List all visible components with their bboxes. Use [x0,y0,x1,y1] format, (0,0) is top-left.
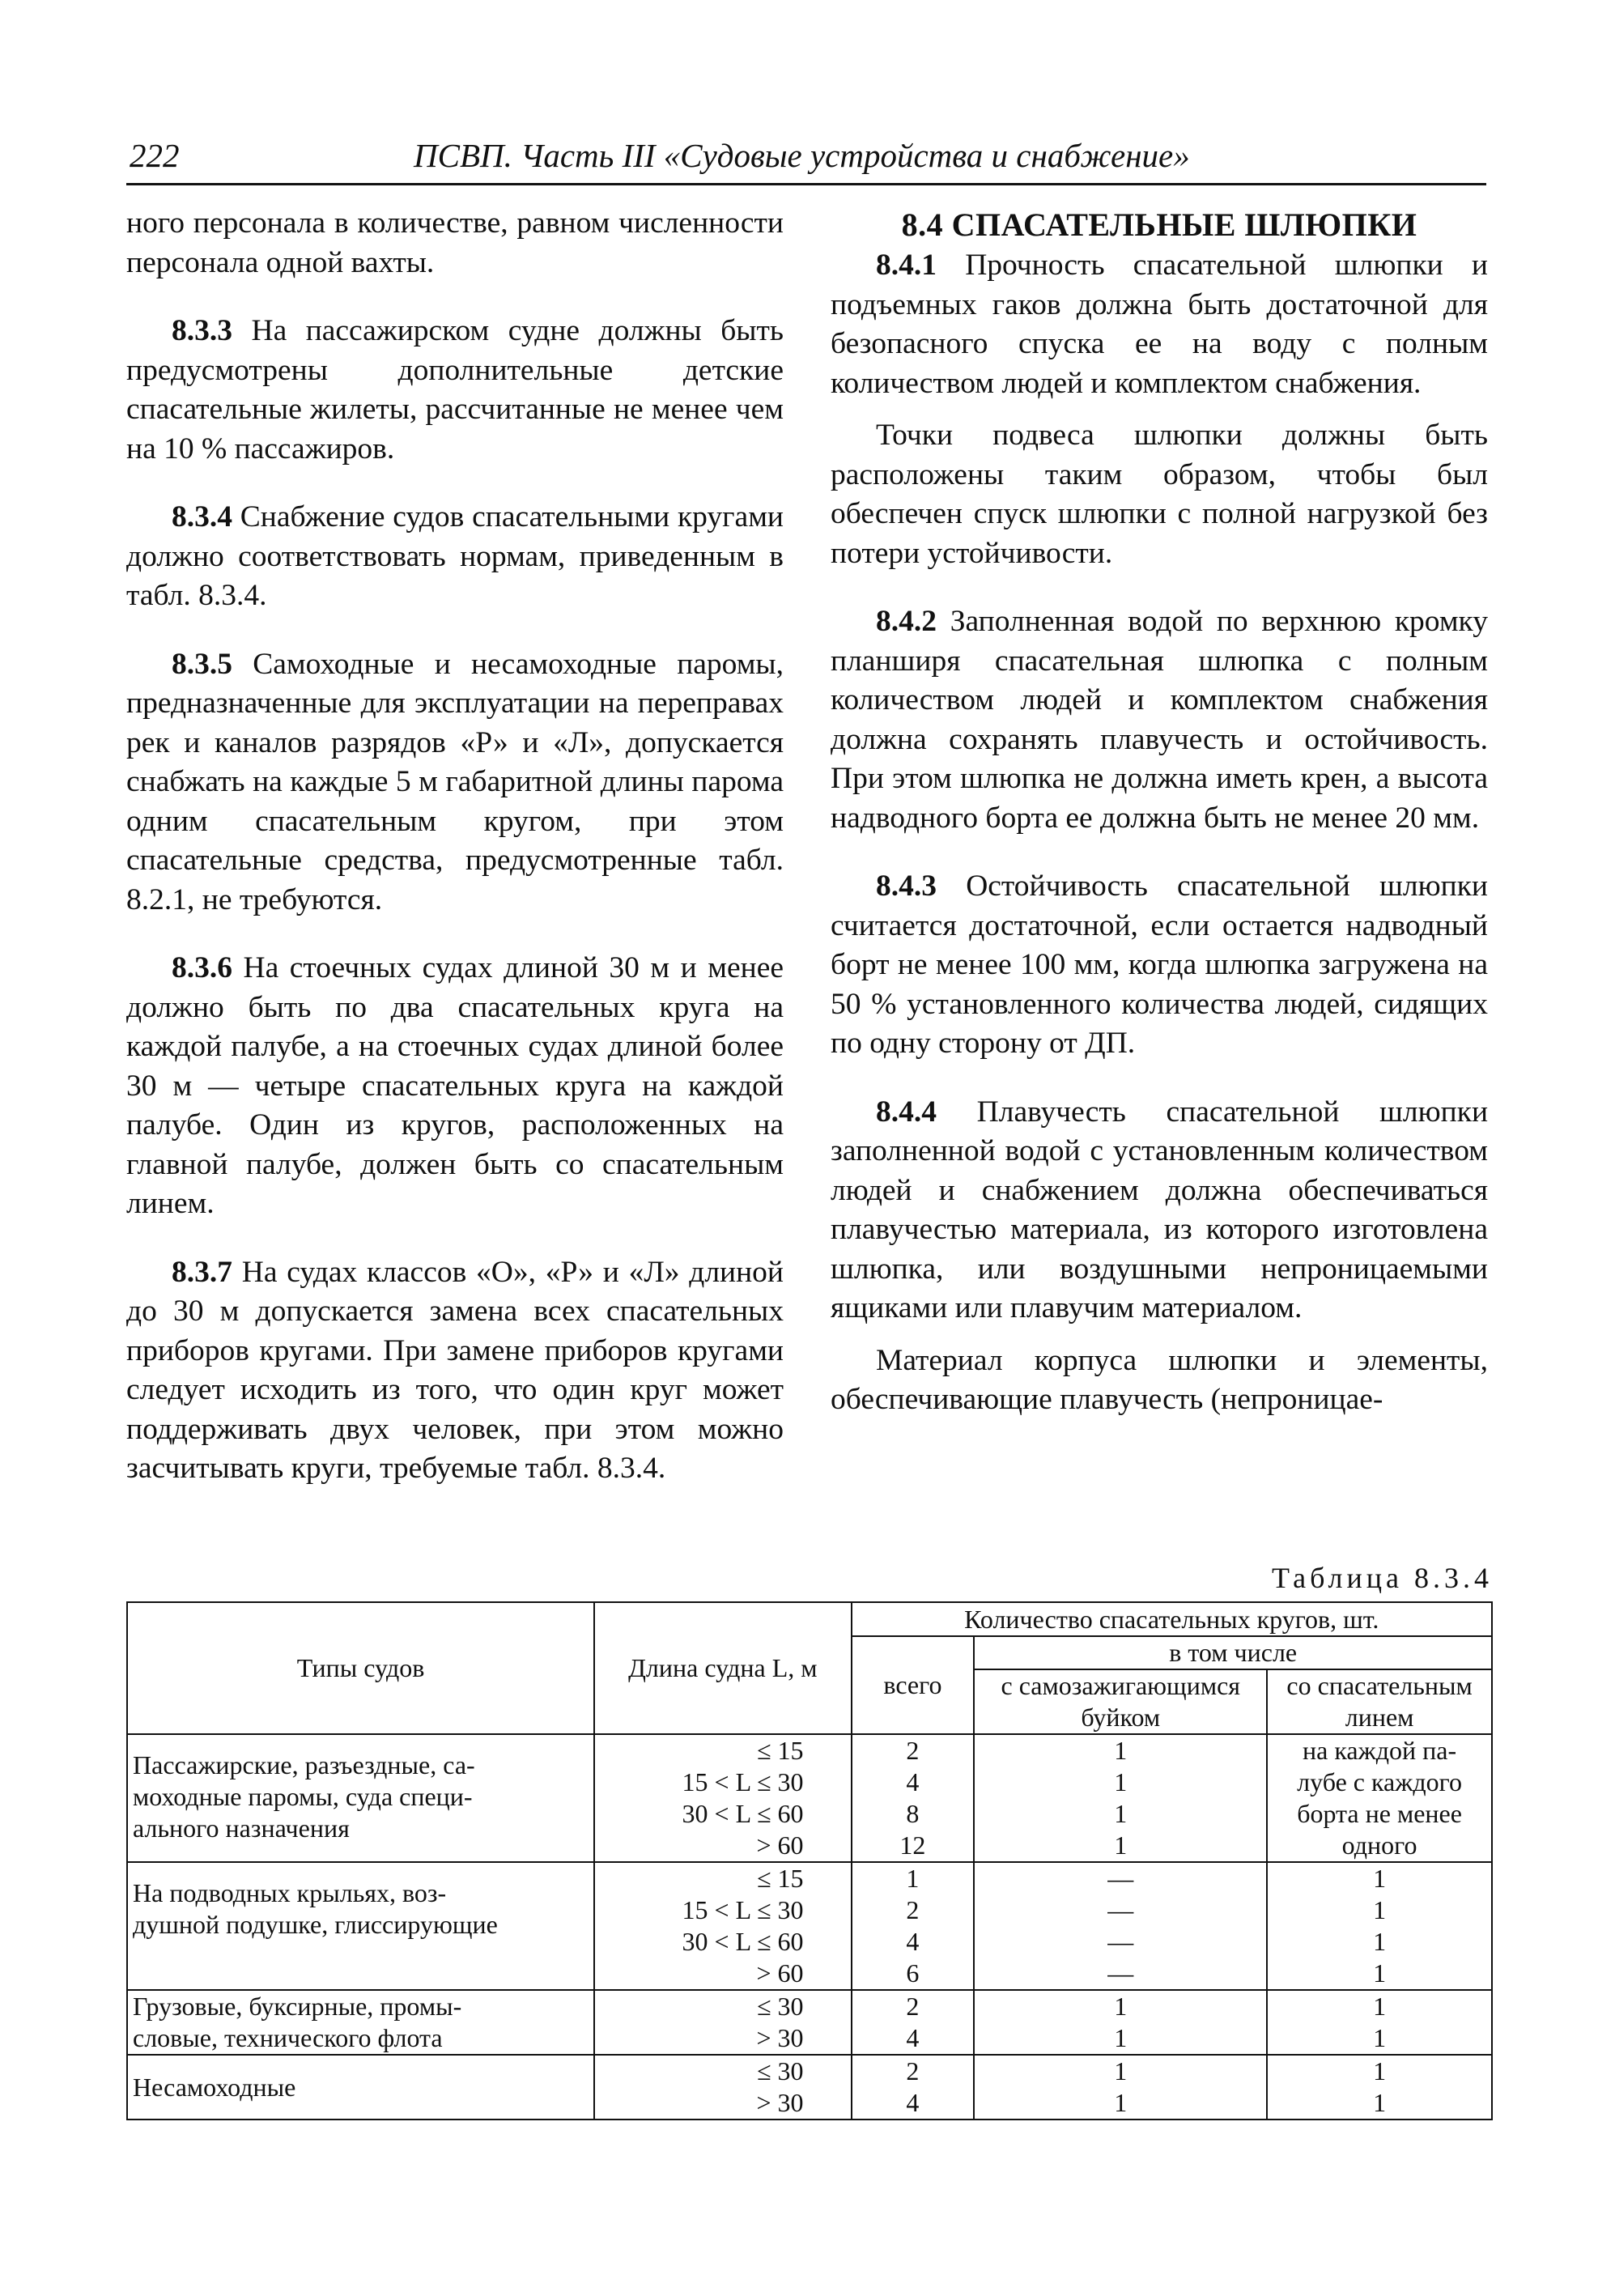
clause-text: На стоечных судах длиной 30 м и менее должно быть по два спасательных круга на каждой палубе, а на стоечных судах длиной более 30 м — четыре спасательных круга на каждой палубе. Один из кругов, расположенных на главной палубе, должен быть со спасательным линем. [126,951,784,1220]
section-title: 8.4 СПАСАТЕЛЬНЫЕ ШЛЮПКИ [901,206,1417,243]
header-type: Типы судов [127,1602,594,1734]
cell-total [852,2055,975,2120]
cell-line: 30 < L ≤ 60 [682,1799,804,1828]
cell-line: 4 [906,1927,920,1956]
cell-line: 1 [1114,1767,1128,1796]
clause-text: Заполненная водой по верхнюю кромку планширя спасательная шлюпка с полным количеством людей и комплектом снабжения должна сохранять плавучесть и остойчивость. При этом шлюпка не должна иметь крен, а высота надводного борта ее должна быть не менее 20 мм. [831,605,1488,835]
cell-line: 6 [906,1958,920,1988]
clause-number: 8.3.6 [172,951,232,984]
cell-line: 1 [1373,1864,1387,1893]
cell-line: ≤ 15 [756,1736,804,1765]
cell-line: моходные паромы, суда специ- [133,1782,473,1811]
cell-line: 1 [1373,1992,1387,2021]
header-length: Длина судна L, м [594,1602,851,1734]
table-row [127,2055,1492,2120]
cell-line: 1 [906,1864,920,1893]
cell-line: словые, технического флота [133,2023,443,2052]
cell-line: 1 [1114,1736,1128,1765]
cell-line: > 30 [756,2088,804,2117]
cell-line: 1 [1373,2023,1387,2052]
clause-text: Прочность спасательной шлюпки и подъемных гаков должна быть достаточной для безопасного спуска ее на воду с полным количеством людей и комплектом снабжения. [831,249,1488,400]
cell-line: на каждой па- [1303,1736,1457,1765]
clause-number: 8.4.4 [876,1095,937,1129]
cell-line: — [1107,1927,1134,1956]
table-row [127,1990,1492,2055]
cell-line: > 60 [756,1830,804,1860]
cell-line: одного [1341,1830,1417,1860]
cell-total [852,1862,975,1990]
cell-line: 1 [1114,2023,1128,2052]
paragraph-8-3-6 [126,949,784,1224]
cell-line: 1 [1114,1992,1128,2021]
table-caption: Таблица 8.3.4 [1272,1562,1493,1594]
cell-line: 1 [1373,1927,1387,1956]
cell-line: 2 [906,1895,920,1924]
cell-line: 2 [906,1992,920,2021]
cell-length [594,1734,851,1862]
paragraph-continuation: ного персонала в количестве, равном численности персонала одной вахты. [126,206,784,279]
header-with-line [1267,1669,1492,1734]
cell-line: 8 [906,1799,920,1828]
cell-line: 1 [1114,1799,1128,1828]
paragraph-8-3-5 [126,645,784,921]
clause-text: Самоходные и несамоходные паромы, предназначенные для эксплуатации на переправах рек и каналов разрядов «Р» и «Л», допускается снабжать на каждые 5 м габаритной длины парома одним спасательным кругом, при этом спасательные средства, предусмотренные табл. 8.2.1, не требуются. [126,647,784,916]
cell-ship-type [127,1862,594,1990]
cell-line: 2 [906,1736,920,1765]
cell-with-buoy [974,1990,1267,2055]
cell-with-line [1267,2055,1492,2120]
cell-length [594,1862,851,1990]
cell-line: 4 [906,1767,920,1796]
header-line: буйком [1081,1703,1161,1732]
cell-line: Грузовые, буксирные, промы- [133,1992,462,2021]
cell-line: 1 [1114,1830,1128,1860]
header-with-buoy [974,1669,1267,1734]
cell-line: 12 [899,1830,926,1860]
clause-text: На судах классов «О», «Р» и «Л» длиной до 30 м допускается замена всех спасательных приборов кругами. При замене приборов кругами следует исходить из того, что один круг может поддерживать двух человек, при этом можно засчитывать круги, требуемые табл. 8.3.4. [126,1255,784,1485]
cell-line: 2 [906,2056,920,2086]
cell-length [594,2055,851,2120]
cell-line: 1 [1373,1958,1387,1988]
page-number: 222 [130,137,180,174]
clause-number: 8.3.4 [172,500,232,534]
table-row [127,1862,1492,1990]
cell-line: 1 [1114,2056,1128,2086]
header-total: всего [852,1636,975,1734]
clause-text: Снабжение судов спасательными кругами должно соответствовать нормам, приведенным в табл. 8.3.4. [126,500,784,612]
cell-with-buoy [974,1734,1267,1862]
clause-number: 8.3.3 [172,314,232,347]
cell-line: На подводных крыльях, воз- [133,1878,447,1907]
page-header [126,136,1486,185]
header-quantity: Количество спасательных кругов, шт. [852,1602,1492,1636]
clause-text: Остойчивость спасательной шлюпки считается достаточной, если остается надводный борт не менее 100 мм, когда шлюпка загружена на 50 % установленного количества людей, сидящих по одну сторону от ДП. [831,870,1489,1060]
paragraph-8-4-3 [831,867,1488,1064]
cell-with-line [1267,1734,1492,1862]
cell-line: 4 [906,2088,920,2117]
clause-number: 8.4.1 [876,249,937,282]
cell-line: борта не менее [1297,1799,1462,1828]
paragraph-8-3-4 [126,498,784,616]
clause-number: 8.3.7 [172,1255,232,1289]
cell-ship-type [127,2055,594,2120]
cell-line: — [1107,1895,1134,1924]
cell-line: 1 [1373,2056,1387,2086]
right-column [831,204,1488,1420]
cell-with-buoy [974,2055,1267,2120]
cell-line: 1 [1373,2088,1387,2117]
paragraph-8-3-7 [126,1253,784,1489]
cell-with-line [1267,1990,1492,2055]
paragraph-8-4-1 [831,246,1488,403]
cell-line: 15 < L ≤ 30 [682,1895,804,1924]
running-title: ПСВП. Часть III «Судовые устройства и снабжение» [414,137,1190,174]
table-row [127,1734,1492,1862]
cell-line: ≤ 30 [756,2056,804,2086]
header-line: со спасательным [1286,1671,1473,1700]
cell-total [852,1734,975,1862]
clause-number: 8.4.3 [876,870,937,903]
cell-ship-type [127,1734,594,1862]
cell-line: лубе с каждого [1297,1767,1462,1796]
cell-ship-type [127,1990,594,2055]
cell-line: душной подушке, глиссирующие [133,1910,498,1939]
cell-line: > 60 [756,1958,804,1988]
clause-number: 8.3.5 [172,647,232,681]
header-line: с самозажигающимся [1001,1671,1240,1700]
clause-number: 8.4.2 [876,605,937,638]
header-including: в том числе [974,1636,1492,1669]
cell-line: 1 [1373,1895,1387,1924]
cell-total [852,1990,975,2055]
cell-line: 30 < L ≤ 60 [682,1927,804,1956]
cell-line: Несамоходные [133,2073,296,2102]
lifebuoy-table [126,1601,1493,2120]
cell-line: ального назначения [133,1813,350,1843]
cell-line: > 30 [756,2023,804,2052]
paragraph-8-4-2 [831,602,1488,838]
cell-line: — [1107,1864,1134,1893]
clause-text: Плавучесть спасательной шлюпки заполненной водой с установленным количеством людей и снабжением должна обеспечиваться плавучестью материала, из которого изготовлена шлюпка, или воздушными непроницаемыми ящиками или плавучим материалом. [831,1095,1489,1324]
cell-line: — [1107,1958,1134,1988]
clause-text: На пассажирском судне должны быть предусмотрены дополнительные детские спасательные жилеты, рассчитанные не менее чем на 10 % пассажиров. [126,314,784,466]
cell-with-line [1267,1862,1492,1990]
header-line: линем [1345,1703,1414,1732]
cell-line: 1 [1114,2088,1128,2117]
cell-with-buoy [974,1862,1267,1990]
cell-line: ≤ 15 [756,1864,804,1893]
paragraph-8-4-4-b: Материал корпуса шлюпки и элементы, обеспечивающие плавучесть (непроницае- [831,1343,1488,1416]
paragraph-8-3-3 [126,312,784,469]
cell-line: ≤ 30 [756,1992,804,2021]
table-body [127,1734,1492,2120]
left-column [126,204,784,1489]
cell-line: 4 [906,2023,920,2052]
cell-line: Пассажирские, разъездные, са- [133,1750,475,1779]
paragraph-8-4-1-b: Точки подвеса шлюпки должны быть расположены таким образом, чтобы был обеспечен спуск шлюпки с полной нагрузкой без потери устойчивости. [831,419,1488,570]
paragraph-8-4-4 [831,1093,1488,1329]
cell-line: 15 < L ≤ 30 [682,1767,804,1796]
cell-length [594,1990,851,2055]
